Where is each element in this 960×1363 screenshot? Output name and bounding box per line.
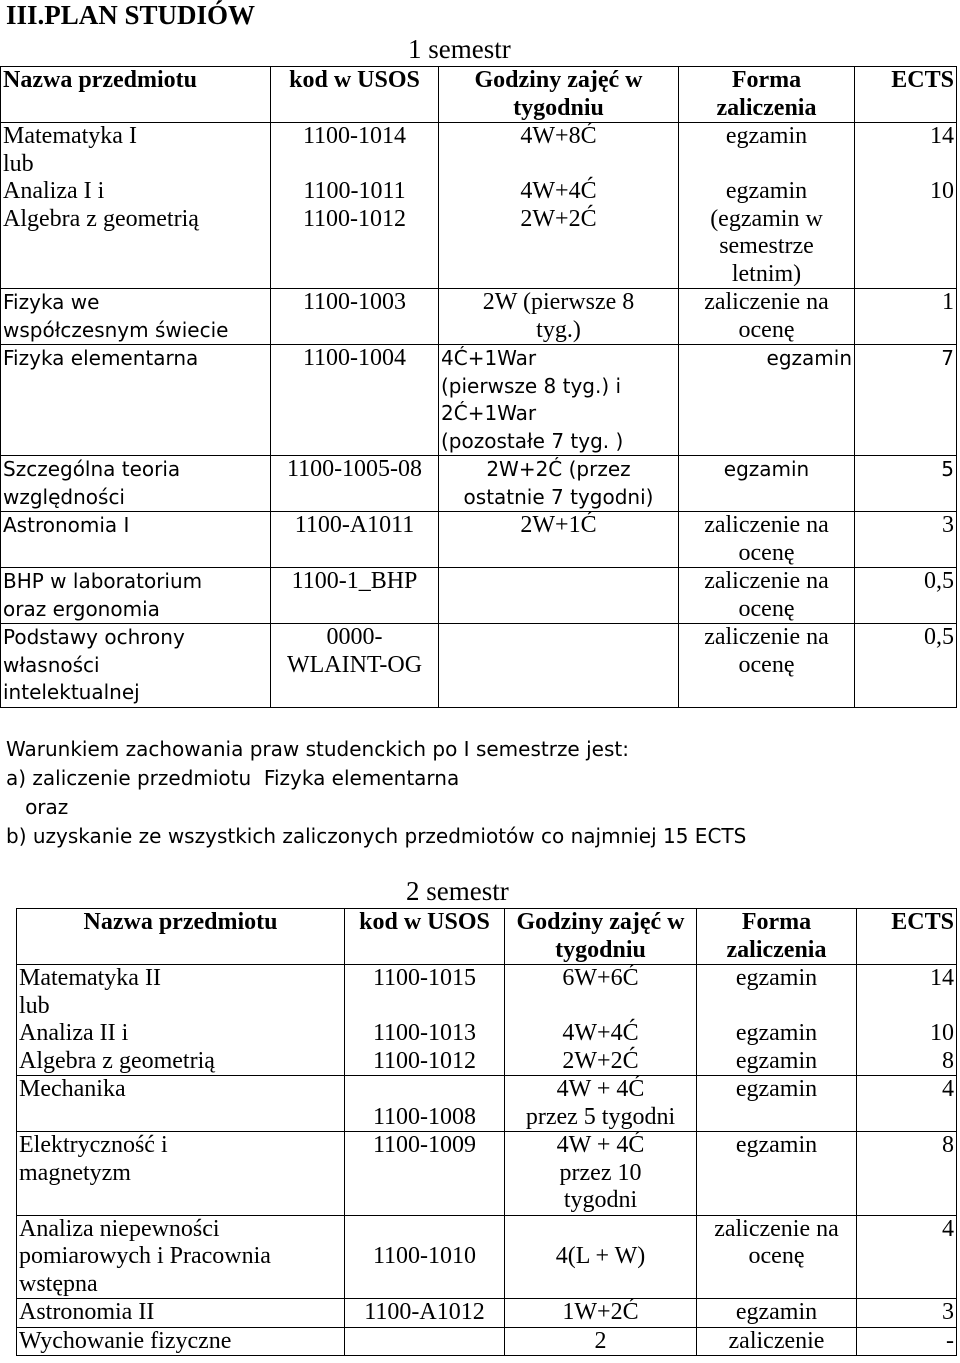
note-line: a) zaliczenie przedmiotu Fizyka elementarna [6, 766, 460, 790]
table-row [1, 345, 957, 456]
course-ects-line [859, 993, 954, 1021]
course-form-line: (egzamin w [710, 205, 823, 232]
course-hours-line: 1W+2Ć [562, 1299, 639, 1325]
course-code-line: 1100-1003 [302, 289, 407, 315]
conditions-note [6, 735, 746, 851]
course-form [697, 1076, 857, 1132]
course-code-line: 1100-1_BHP [291, 568, 418, 594]
course-form-line: zaliczenie na [704, 624, 829, 650]
course-hours-line: 4W+4Ć [520, 178, 597, 204]
course-hours [505, 1215, 697, 1299]
course-form-line: egzamin [725, 123, 808, 149]
course-form-line: egzamin [735, 965, 818, 991]
course-code [271, 568, 439, 624]
course-ects [857, 965, 957, 1076]
course-hours-line: 4W + 4Ć [556, 1132, 645, 1158]
course-code [345, 965, 505, 1076]
course-hours-line: 2 [594, 1327, 607, 1354]
course-hours [439, 512, 679, 568]
course-name-line: lub [19, 992, 50, 1019]
course-code [271, 624, 439, 708]
course-code [345, 1215, 505, 1299]
course-name-line: Fizyka elementarna [3, 346, 199, 370]
course-name [17, 1299, 345, 1328]
header-row [17, 909, 957, 965]
course-hours-line: 4(L + W) [555, 1243, 646, 1269]
course-ects-line: 8 [942, 1132, 954, 1158]
header-code: kod w USOS [271, 67, 439, 123]
course-hours [439, 123, 679, 289]
course-code [345, 1327, 505, 1356]
course-name-line: lub [3, 150, 34, 177]
course-code [271, 123, 439, 289]
course-ects [855, 456, 957, 512]
page-heading: III.PLAN STUDIÓW [6, 0, 256, 30]
course-code-line: 1100-1013 [372, 1020, 477, 1046]
course-ects [855, 289, 957, 345]
course-name [17, 1327, 345, 1356]
table-row [1, 456, 957, 512]
course-code-line [273, 151, 436, 179]
course-code-line: 1100-1005-08 [286, 456, 423, 482]
course-hours [439, 289, 679, 345]
course-code-line [347, 1216, 502, 1244]
course-hours-line: przez 5 tygodni [525, 1103, 676, 1130]
course-ects-line: 10 [930, 178, 954, 204]
course-code-line: 1100-1012 [372, 1047, 477, 1074]
course-name-line: Wychowanie fizyczne [19, 1327, 232, 1354]
course-code [271, 345, 439, 456]
course-code [271, 289, 439, 345]
course-name [1, 512, 271, 568]
course-form [679, 456, 855, 512]
course-code-line: 1100-1010 [372, 1243, 477, 1269]
course-form [679, 123, 855, 289]
course-form-line: egzamin [723, 457, 810, 481]
course-code-line: 1100-1008 [372, 1103, 477, 1130]
course-code-line: 1100-1011 [303, 178, 406, 204]
course-name-line: własności [3, 652, 100, 677]
course-code [345, 1299, 505, 1328]
course-hours-line: tygodni [563, 1187, 638, 1213]
header-form: Forma zaliczenia [697, 909, 857, 965]
course-hours [505, 1327, 697, 1356]
course-code-line [347, 993, 502, 1021]
table-row [1, 289, 957, 345]
course-form-line: zaliczenie na [704, 289, 829, 315]
course-form [697, 1215, 857, 1299]
course-ects [857, 1215, 957, 1299]
course-name-line: względności [3, 484, 125, 509]
course-name-line: Elektryczność i [19, 1132, 168, 1158]
course-name-line: Matematyka I [3, 123, 137, 149]
course-hours-line: (pozostałe 7 tyg. ) [441, 428, 624, 453]
course-form [697, 965, 857, 1076]
semester-1-title: 1 semestr [408, 34, 511, 64]
course-ects-line: 4 [942, 1076, 954, 1102]
course-ects-line: 10 [930, 1020, 954, 1046]
course-hours-line: 4Ć+1War [441, 346, 537, 370]
header-hours: Godziny zajęć w tygodniu [505, 909, 697, 965]
course-hours [505, 1299, 697, 1328]
course-form-line: zaliczenie na [714, 1215, 839, 1242]
course-name [17, 1076, 345, 1132]
course-name-line: Algebra z geometrią [19, 1047, 215, 1074]
table-row [1, 123, 957, 289]
course-hours-line: przez 10 [559, 1159, 642, 1186]
course-form [697, 1299, 857, 1328]
course-hours-line: 2W+1Ć [520, 512, 597, 538]
semester-1-table [0, 66, 957, 708]
course-name-line: Mechanika [19, 1076, 126, 1102]
course-hours-line: 2W+2Ć [562, 1047, 639, 1074]
course-hours-line: 4W+4Ć [562, 1020, 639, 1046]
course-code [271, 456, 439, 512]
course-ects [855, 345, 957, 456]
course-form-line: ocenę [748, 1243, 805, 1269]
course-hours-line: tyg.) [536, 316, 581, 343]
course-ects [857, 1299, 957, 1328]
course-name-line: Szczególna teoria [3, 457, 181, 481]
course-code-line [347, 1328, 502, 1356]
course-ects [857, 1132, 957, 1216]
course-name [1, 123, 271, 289]
course-form-line: letnim) [731, 260, 802, 287]
course-ects-line: 8 [942, 1047, 954, 1074]
course-code-line: WLAINT-OG [286, 651, 423, 678]
header-ects: ECTS [855, 67, 957, 123]
note-line: oraz [6, 795, 69, 819]
course-name-line: współczesnym świecie [3, 317, 229, 342]
course-hours [505, 965, 697, 1076]
course-name [1, 289, 271, 345]
course-name [17, 965, 345, 1076]
course-name [17, 1215, 345, 1299]
course-hours-line [441, 151, 676, 179]
course-hours-line: ostatnie 7 tygodni) [463, 484, 654, 509]
course-hours [505, 1076, 697, 1132]
table-row [1, 512, 957, 568]
course-form-line: egzamin [725, 178, 808, 204]
course-form-line: ocenę [738, 595, 795, 622]
note-line: b) uzyskanie ze wszystkich zaliczonych przedmiotów co najmniej 15 ECTS [6, 824, 747, 848]
course-form-line [681, 151, 852, 179]
course-name-line: Astronomia II [19, 1299, 155, 1325]
course-form-line: egzamin [735, 1020, 818, 1046]
course-name-line: Analiza niepewności [19, 1215, 220, 1242]
course-ects-line: 3 [942, 512, 954, 538]
course-form-line: zaliczenie [728, 1327, 825, 1354]
header-hours: Godziny zajęć w tygodniu [439, 67, 679, 123]
course-form-line: zaliczenie na [704, 568, 829, 594]
course-name-line: Algebra z geometrią [3, 205, 199, 232]
course-form [679, 624, 855, 708]
header-name: Nazwa przedmiotu [17, 909, 345, 965]
course-ects [855, 624, 957, 708]
course-hours [439, 456, 679, 512]
course-code-line: 0000- [326, 624, 383, 650]
course-form [679, 345, 855, 456]
course-name-line: magnetyzm [19, 1159, 131, 1186]
course-form [679, 568, 855, 624]
course-code-line: 1100-1004 [302, 345, 407, 371]
course-ects-line: 3 [942, 1299, 954, 1325]
course-name-line: Fizyka we [3, 290, 100, 314]
course-code-line: 1100-1014 [302, 123, 407, 149]
course-code-line: 1100-1015 [372, 965, 477, 991]
table-row [1, 624, 957, 708]
course-form [697, 1132, 857, 1216]
course-name [1, 456, 271, 512]
table-row [17, 1327, 957, 1356]
course-ects-line: 14 [930, 123, 954, 149]
course-name [1, 345, 271, 456]
course-ects [857, 1327, 957, 1356]
course-hours [439, 345, 679, 456]
course-name [1, 568, 271, 624]
header-name: Nazwa przedmiotu [1, 67, 271, 123]
course-form [697, 1327, 857, 1356]
course-form [679, 289, 855, 345]
course-form-line: egzamin [735, 1076, 818, 1102]
course-code-line: 1100-A1011 [294, 512, 415, 538]
course-name-line: wstępna [19, 1270, 98, 1297]
course-hours-line: 2Ć+1War [441, 401, 537, 425]
course-name-line: Podstawy ochrony [3, 625, 185, 649]
course-name-line: oraz ergonomia [3, 596, 160, 621]
course-hours-line: 6W+6Ć [562, 965, 639, 991]
semester-2-table [16, 908, 957, 1356]
course-ects [855, 123, 957, 289]
course-form-line: egzamin [735, 1132, 818, 1158]
course-form [679, 512, 855, 568]
table-row [1, 568, 957, 624]
course-hours-line: (pierwsze 8 tyg.) i [441, 373, 622, 398]
course-form-line: ocenę [738, 316, 795, 343]
course-ects-line: 0,5 [924, 624, 954, 650]
course-code-line: 1100-A1012 [364, 1299, 485, 1325]
course-name-line: pomiarowych i Pracownia [19, 1243, 271, 1269]
course-ects-line: - [946, 1327, 954, 1354]
course-form-line: ocenę [738, 539, 795, 566]
course-ects-line: 4 [942, 1215, 954, 1242]
course-code-line: 1100-1012 [302, 205, 407, 232]
course-ects [857, 1076, 957, 1132]
header-code: kod w USOS [345, 909, 505, 965]
course-ects [855, 512, 957, 568]
course-name-line: BHP w laboratorium [3, 569, 203, 593]
course-ects-line: 14 [930, 965, 954, 991]
course-hours [439, 568, 679, 624]
course-ects-line: 7 [941, 346, 954, 370]
course-name-line: Analiza II i [19, 1020, 129, 1046]
course-form-line [699, 993, 854, 1021]
course-form-line: egzamin [735, 1047, 818, 1074]
course-hours [439, 624, 679, 708]
course-code [345, 1076, 505, 1132]
course-hours-line [441, 568, 676, 596]
course-hours-line [507, 993, 694, 1021]
course-form-line: egzamin [766, 346, 852, 370]
semester-2-title: 2 semestr [406, 876, 509, 906]
course-ects-line [857, 151, 954, 179]
course-code [345, 1132, 505, 1216]
table-row [17, 1215, 957, 1299]
course-name [1, 624, 271, 708]
course-form-line: ocenę [738, 651, 795, 678]
course-hours-line [507, 1216, 694, 1244]
course-form-line: zaliczenie na [704, 512, 829, 538]
course-name-line: Matematyka II [19, 965, 161, 991]
note-line: Warunkiem zachowania praw studenckich po I semestrze jest: [6, 737, 629, 761]
table-row [17, 965, 957, 1076]
header-row [1, 67, 957, 123]
course-ects-line: 0,5 [924, 568, 954, 594]
course-ects-line: 1 [942, 289, 954, 315]
course-hours-line: 2W+2Ć [520, 205, 597, 232]
course-ects-line: 5 [941, 457, 954, 481]
course-hours [505, 1132, 697, 1216]
course-hours-line: 4W + 4Ć [556, 1076, 645, 1102]
course-name-line: intelektualnej [3, 680, 140, 704]
course-form-line: semestrze [719, 233, 814, 259]
header-ects: ECTS [857, 909, 957, 965]
course-name-line: Analiza I i [3, 178, 105, 204]
table-row [17, 1132, 957, 1216]
course-hours-line: 2W (pierwsze 8 [482, 289, 635, 315]
course-name [17, 1132, 345, 1216]
table-row [17, 1076, 957, 1132]
course-hours-line [441, 624, 676, 652]
header-form: Forma zaliczenia [679, 67, 855, 123]
course-ects [855, 568, 957, 624]
table-row [17, 1299, 957, 1328]
course-code [271, 512, 439, 568]
course-code-line [347, 1076, 502, 1104]
course-hours-line: 4W+8Ć [520, 123, 597, 149]
course-code-line: 1100-1009 [372, 1132, 477, 1158]
course-hours-line: 2W+2Ć (przez [486, 457, 631, 481]
course-name-line: Astronomia I [3, 513, 130, 537]
course-form-line: egzamin [735, 1299, 818, 1325]
